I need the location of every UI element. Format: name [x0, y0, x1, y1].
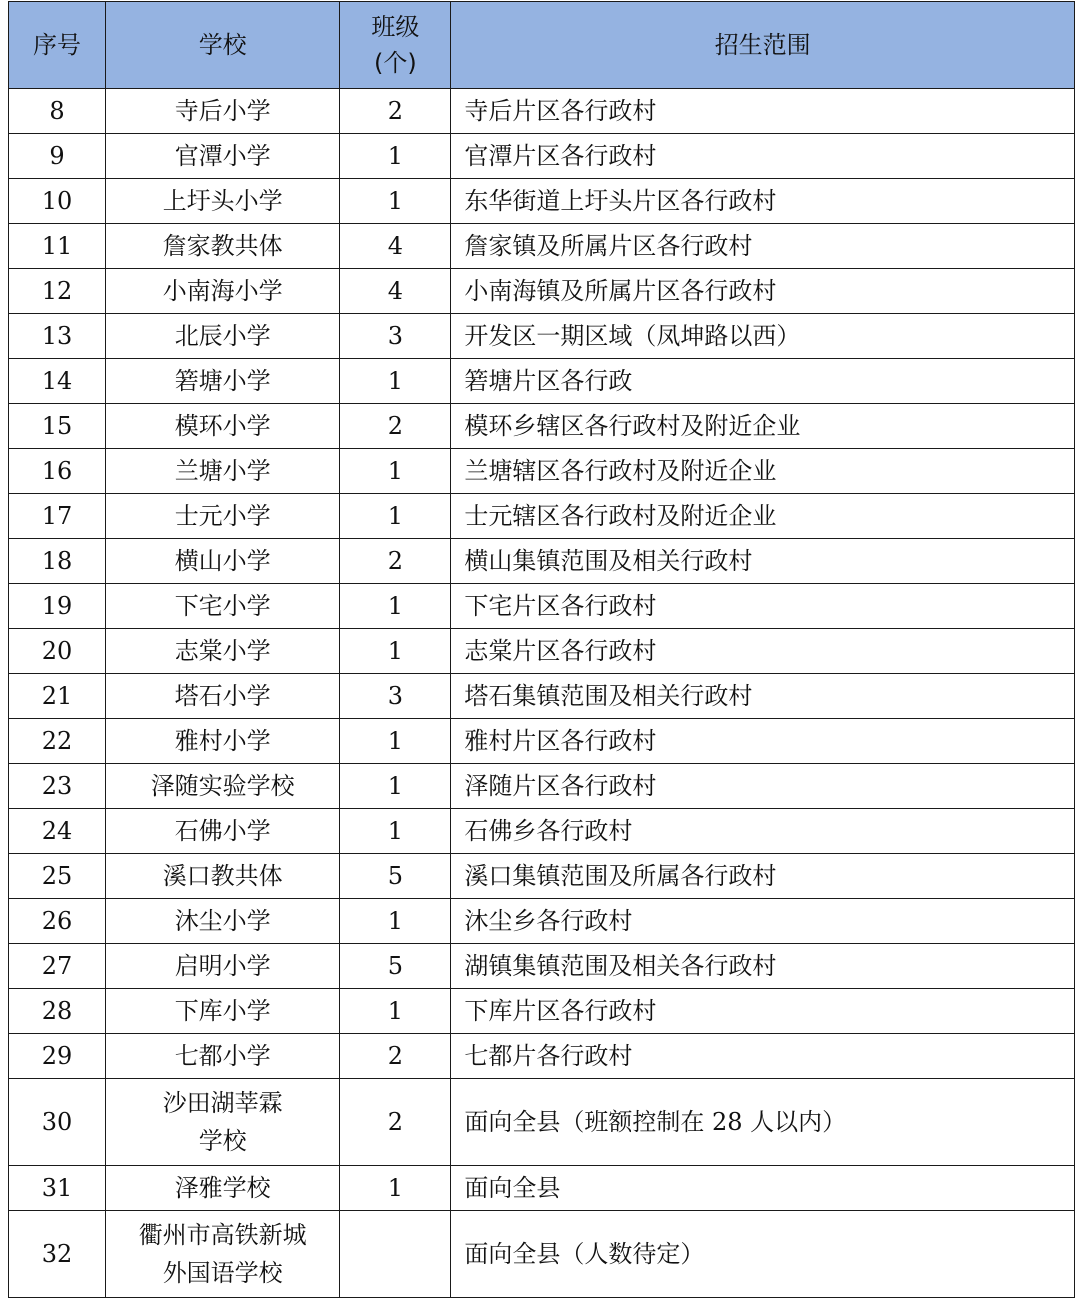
cell-range: 开发区一期区域（凤坤路以西）: [451, 314, 1075, 359]
table-row: [9, 719, 1075, 764]
cell-school: 士元小学: [106, 494, 340, 539]
cell-range: 七都片各行政村: [451, 1034, 1075, 1079]
cell-no: 14: [9, 359, 106, 404]
cell-school: 上圩头小学: [106, 179, 340, 224]
cell-classes: 1: [340, 449, 451, 494]
table-row: [9, 1079, 1075, 1166]
cell-range: 面向全县（班额控制在 28 人以内）: [451, 1079, 1075, 1166]
cell-range: 模环乡辖区各行政村及附近企业: [451, 404, 1075, 449]
cell-school: 塔石小学: [106, 674, 340, 719]
cell-no: 25: [9, 854, 106, 899]
cell-classes: 1: [340, 134, 451, 179]
cell-school: [106, 1079, 340, 1166]
cell-range: 塔石集镇范围及相关行政村: [451, 674, 1075, 719]
table-row: [9, 854, 1075, 899]
cell-classes: 1: [340, 359, 451, 404]
table-row: [9, 674, 1075, 719]
cell-school: 志棠小学: [106, 629, 340, 674]
cell-classes: 1: [340, 719, 451, 764]
cell-classes: 3: [340, 314, 451, 359]
cell-school: 沐尘小学: [106, 899, 340, 944]
cell-no: 26: [9, 899, 106, 944]
header-classes-line1: 班级: [371, 13, 420, 41]
table-header: [9, 2, 1075, 89]
cell-school: 模环小学: [106, 404, 340, 449]
cell-range: 士元辖区各行政村及附近企业: [451, 494, 1075, 539]
cell-classes: 1: [340, 584, 451, 629]
cell-school: 下库小学: [106, 989, 340, 1034]
cell-classes: 2: [340, 1034, 451, 1079]
cell-range: 寺后片区各行政村: [451, 89, 1075, 134]
cell-no: 22: [9, 719, 106, 764]
cell-no: 30: [9, 1079, 106, 1166]
header-school: 学校: [106, 2, 340, 89]
cell-no: 28: [9, 989, 106, 1034]
cell-range: 下宅片区各行政村: [451, 584, 1075, 629]
table-row: [9, 359, 1075, 404]
cell-range: 官潭片区各行政村: [451, 134, 1075, 179]
table-row: [9, 179, 1075, 224]
cell-school: 寺后小学: [106, 89, 340, 134]
cell-school: 小南海小学: [106, 269, 340, 314]
cell-school: 兰塘小学: [106, 449, 340, 494]
cell-no: 18: [9, 539, 106, 584]
cell-classes: 2: [340, 1079, 451, 1166]
cell-no: 27: [9, 944, 106, 989]
cell-no: 31: [9, 1166, 106, 1211]
cell-range: 詹家镇及所属片区各行政村: [451, 224, 1075, 269]
table-row: [9, 989, 1075, 1034]
cell-no: 20: [9, 629, 106, 674]
cell-no: 21: [9, 674, 106, 719]
cell-classes: [340, 1211, 451, 1298]
cell-classes: 1: [340, 1166, 451, 1211]
cell-no: 29: [9, 1034, 106, 1079]
cell-school: 北辰小学: [106, 314, 340, 359]
cell-school: 官潭小学: [106, 134, 340, 179]
cell-classes: 1: [340, 809, 451, 854]
cell-range: 横山集镇范围及相关行政村: [451, 539, 1075, 584]
table-row: [9, 449, 1075, 494]
cell-classes: 1: [340, 179, 451, 224]
cell-classes: 1: [340, 764, 451, 809]
table-row: [9, 584, 1075, 629]
cell-school: 泽雅学校: [106, 1166, 340, 1211]
table-row: [9, 89, 1075, 134]
cell-classes: 5: [340, 944, 451, 989]
table-row: [9, 1034, 1075, 1079]
cell-range: 面向全县（人数待定）: [451, 1211, 1075, 1298]
table-row: [9, 944, 1075, 989]
cell-school: 石佛小学: [106, 809, 340, 854]
cell-classes: 3: [340, 674, 451, 719]
cell-range: 志棠片区各行政村: [451, 629, 1075, 674]
cell-no: 11: [9, 224, 106, 269]
cell-range: 箬塘片区各行政: [451, 359, 1075, 404]
cell-no: 16: [9, 449, 106, 494]
cell-classes: 1: [340, 629, 451, 674]
cell-school: 下宅小学: [106, 584, 340, 629]
cell-no: 10: [9, 179, 106, 224]
cell-no: 15: [9, 404, 106, 449]
header-row: [9, 2, 1075, 89]
cell-range: 沐尘乡各行政村: [451, 899, 1075, 944]
cell-school-line1: 沙田湖莘霖: [162, 1089, 283, 1117]
cell-classes: 4: [340, 269, 451, 314]
cell-no: 24: [9, 809, 106, 854]
cell-no: 17: [9, 494, 106, 539]
table-row: [9, 1166, 1075, 1211]
table-row: [9, 269, 1075, 314]
cell-school: 詹家教共体: [106, 224, 340, 269]
cell-school: 溪口教共体: [106, 854, 340, 899]
cell-range: 东华街道上圩头片区各行政村: [451, 179, 1075, 224]
header-classes: [340, 2, 451, 89]
table-row: [9, 764, 1075, 809]
table-row: [9, 1211, 1075, 1298]
cell-school-line2: 学校: [198, 1127, 247, 1155]
table-row: [9, 314, 1075, 359]
cell-no: 19: [9, 584, 106, 629]
cell-range: 湖镇集镇范围及相关各行政村: [451, 944, 1075, 989]
cell-no: 23: [9, 764, 106, 809]
enrollment-table: [8, 1, 1075, 1298]
table-body: [9, 89, 1075, 1298]
table-row: [9, 809, 1075, 854]
cell-range: 面向全县: [451, 1166, 1075, 1211]
cell-range: 兰塘辖区各行政村及附近企业: [451, 449, 1075, 494]
table-row: [9, 404, 1075, 449]
cell-classes: 2: [340, 89, 451, 134]
cell-range: 溪口集镇范围及所属各行政村: [451, 854, 1075, 899]
cell-school-line2: 外国语学校: [162, 1259, 283, 1287]
table-row: [9, 629, 1075, 674]
header-range: 招生范围: [451, 2, 1075, 89]
header-classes-line2: (个): [373, 49, 417, 77]
table-row: [9, 224, 1075, 269]
header-no: 序号: [9, 2, 106, 89]
cell-range: 小南海镇及所属片区各行政村: [451, 269, 1075, 314]
cell-classes: 1: [340, 494, 451, 539]
cell-school: 箬塘小学: [106, 359, 340, 404]
cell-school-line1: 衢州市高铁新城: [138, 1221, 307, 1249]
cell-classes: 2: [340, 539, 451, 584]
cell-school: 雅村小学: [106, 719, 340, 764]
cell-no: 32: [9, 1211, 106, 1298]
cell-range: 雅村片区各行政村: [451, 719, 1075, 764]
cell-range: 下库片区各行政村: [451, 989, 1075, 1034]
cell-school: 横山小学: [106, 539, 340, 584]
cell-classes: 5: [340, 854, 451, 899]
table-row: [9, 494, 1075, 539]
cell-range: 泽随片区各行政村: [451, 764, 1075, 809]
cell-no: 12: [9, 269, 106, 314]
cell-classes: 1: [340, 989, 451, 1034]
cell-range: 石佛乡各行政村: [451, 809, 1075, 854]
cell-school: 泽随实验学校: [106, 764, 340, 809]
cell-classes: 1: [340, 899, 451, 944]
cell-school: [106, 1211, 340, 1298]
cell-no: 13: [9, 314, 106, 359]
cell-school: 七都小学: [106, 1034, 340, 1079]
cell-no: 9: [9, 134, 106, 179]
table-row: [9, 899, 1075, 944]
cell-no: 8: [9, 89, 106, 134]
table-row: [9, 134, 1075, 179]
cell-classes: 2: [340, 404, 451, 449]
cell-school: 启明小学: [106, 944, 340, 989]
cell-classes: 4: [340, 224, 451, 269]
table-row: [9, 539, 1075, 584]
